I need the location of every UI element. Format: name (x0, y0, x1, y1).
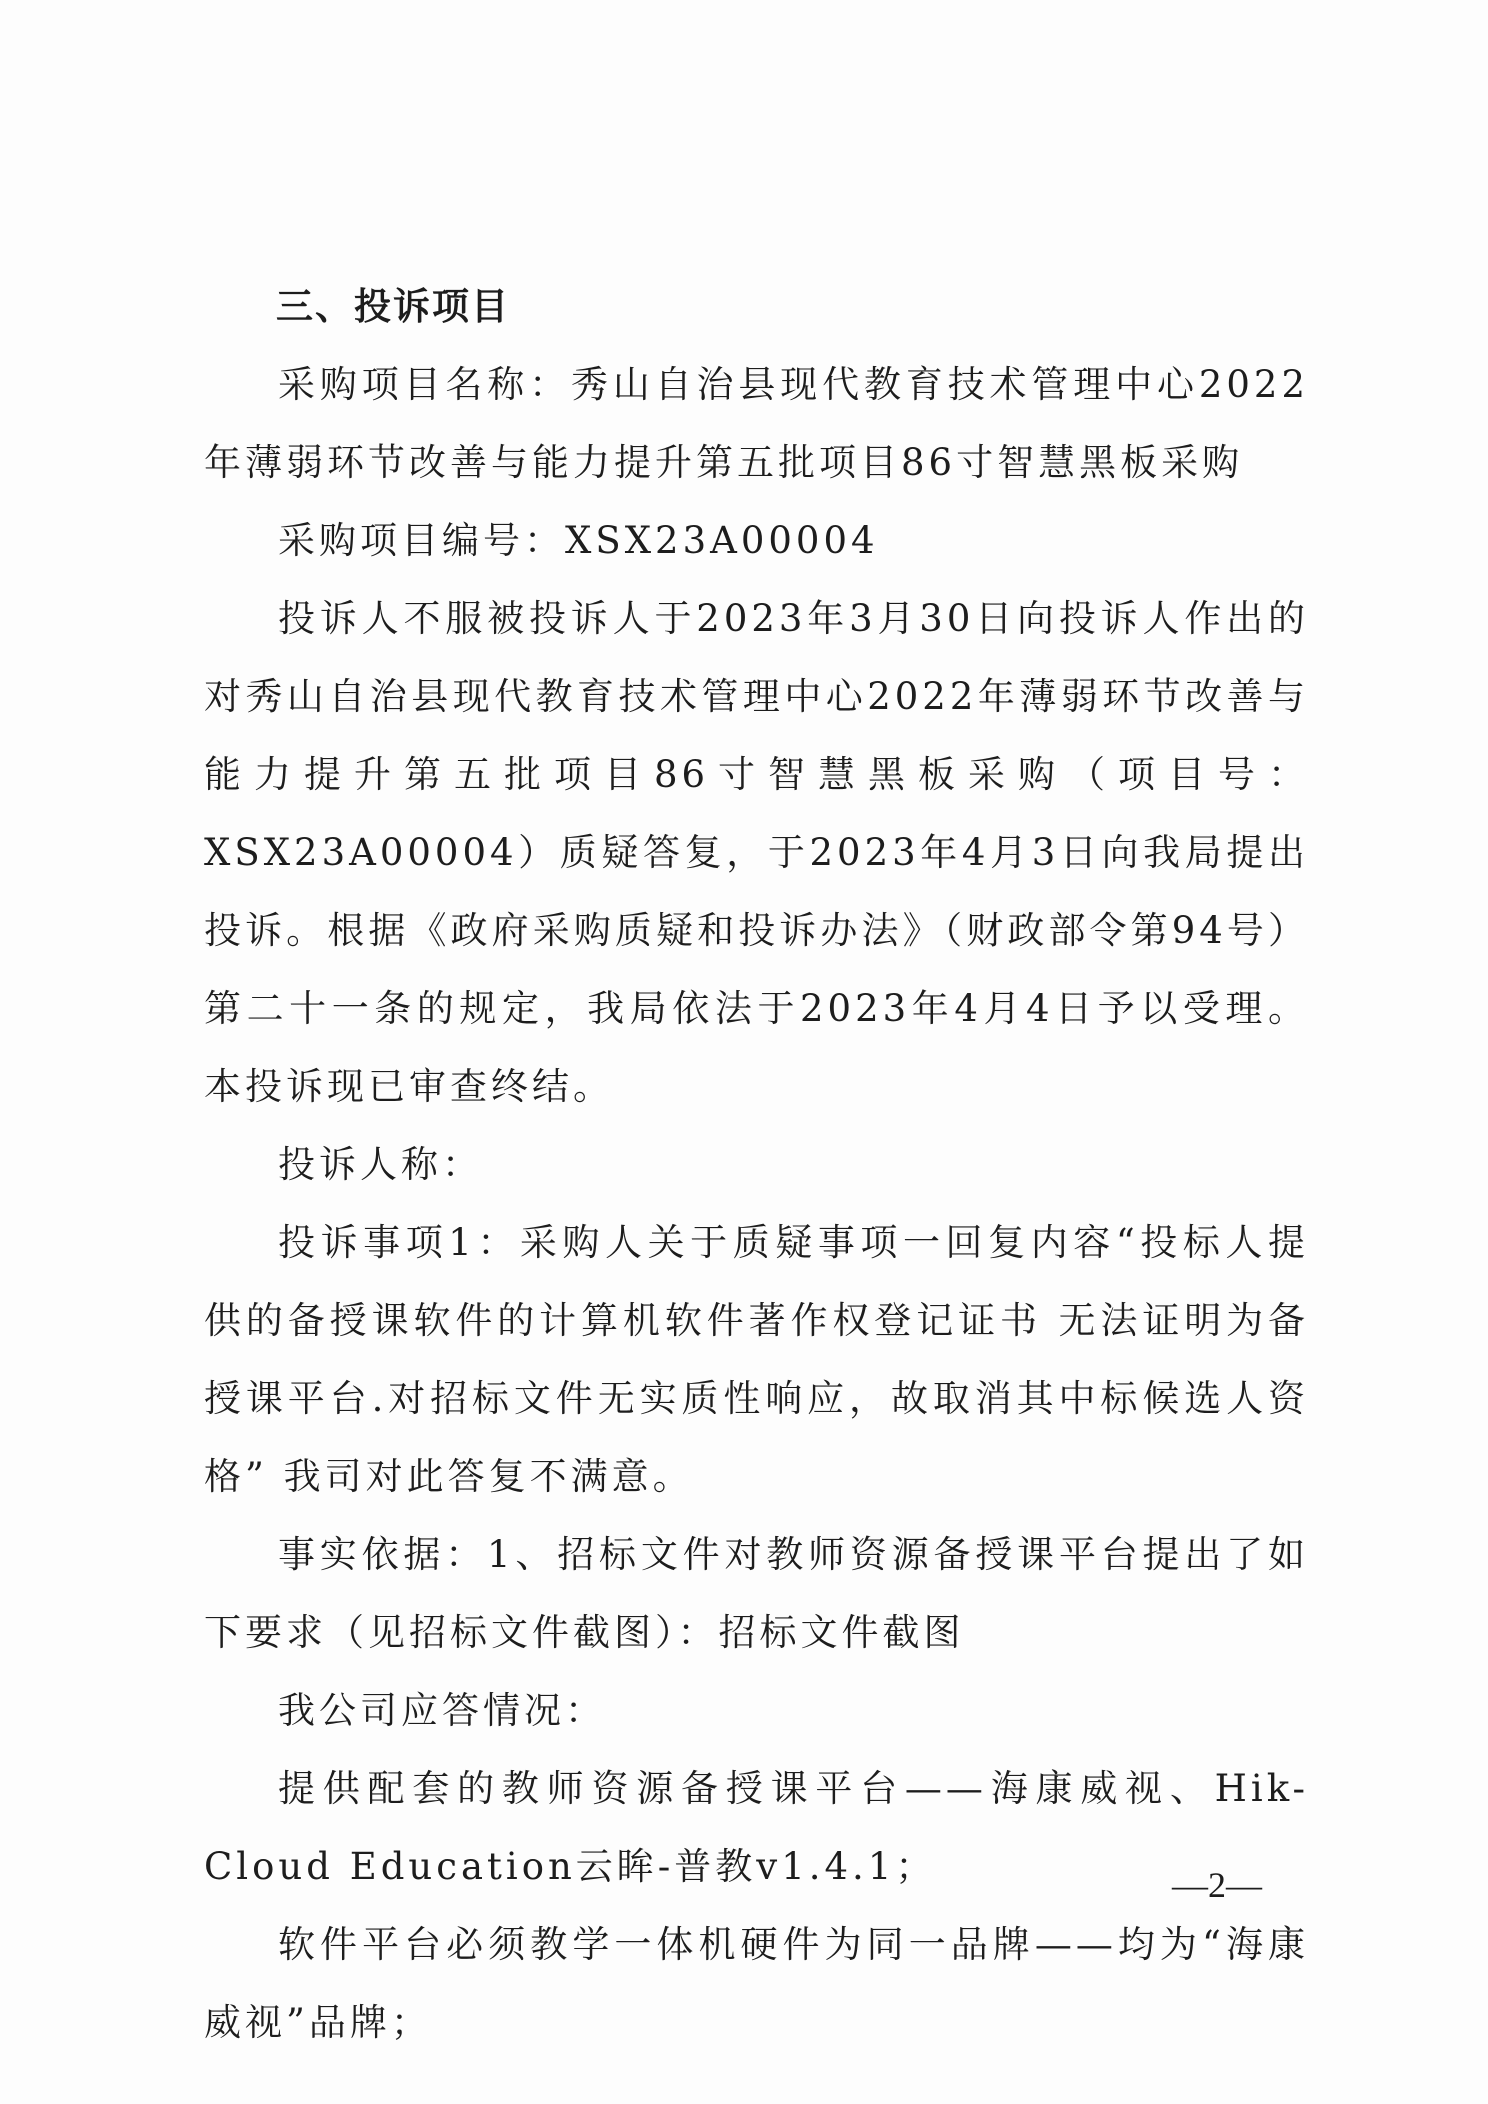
page-number: —2— (1172, 1865, 1262, 1905)
section-heading: 三、投诉项目 (276, 285, 510, 328)
complaint-item-1-paragraph: 投诉事项1：采购人关于质疑事项一回复内容“投标人提供的备授课软件的计算机软件著作权登记证书 无法证明为备授课平台.对招标文件无实质性响应，故取消其中标候选人资格” 我司对此答复不满意。 (204, 1221, 1309, 1498)
factual-basis-paragraph: 事实依据：1、招标文件对教师资源备授课平台提出了如下要求（见招标文件截图）：招标文件截图 (204, 1533, 1309, 1654)
complaint-summary-paragraph: 投诉人不服被投诉人于2023年3月30日向投诉人作出的对秀山自治县现代教育技术管理中心2022年薄弱环节改善与能力提升第五批项目86寸智慧黑板采购（项目号：XSX23A00004）质疑答复，于2023年4月3日向我局提出投诉。根据《政府采购质疑和投诉办法》（财政部令第94号）第二十一条的规定，我局依法于2023年4月4日予以受理。本投诉现已审查终结。 (204, 597, 1309, 1108)
company-response-label: 我公司应答情况： (278, 1689, 606, 1732)
project-number-paragraph: 采购项目编号：XSX23A00004 (278, 519, 879, 562)
brand-requirement-paragraph: 软件平台必须教学一体机硬件为同一品牌——均为“海康威视”品牌； (204, 1923, 1309, 2044)
project-name-paragraph: 采购项目名称：秀山自治县现代教育技术管理中心2022年薄弱环节改善与能力提升第五批项目86寸智慧黑板采购 (204, 363, 1309, 484)
complainant-statement-label: 投诉人称： (278, 1143, 483, 1186)
document-body (204, 268, 1309, 2062)
platform-provided-paragraph: 提供配套的教师资源备授课平台——海康威视、Hik-Cloud Education云眸-普教v1.4.1； (204, 1767, 1309, 1888)
